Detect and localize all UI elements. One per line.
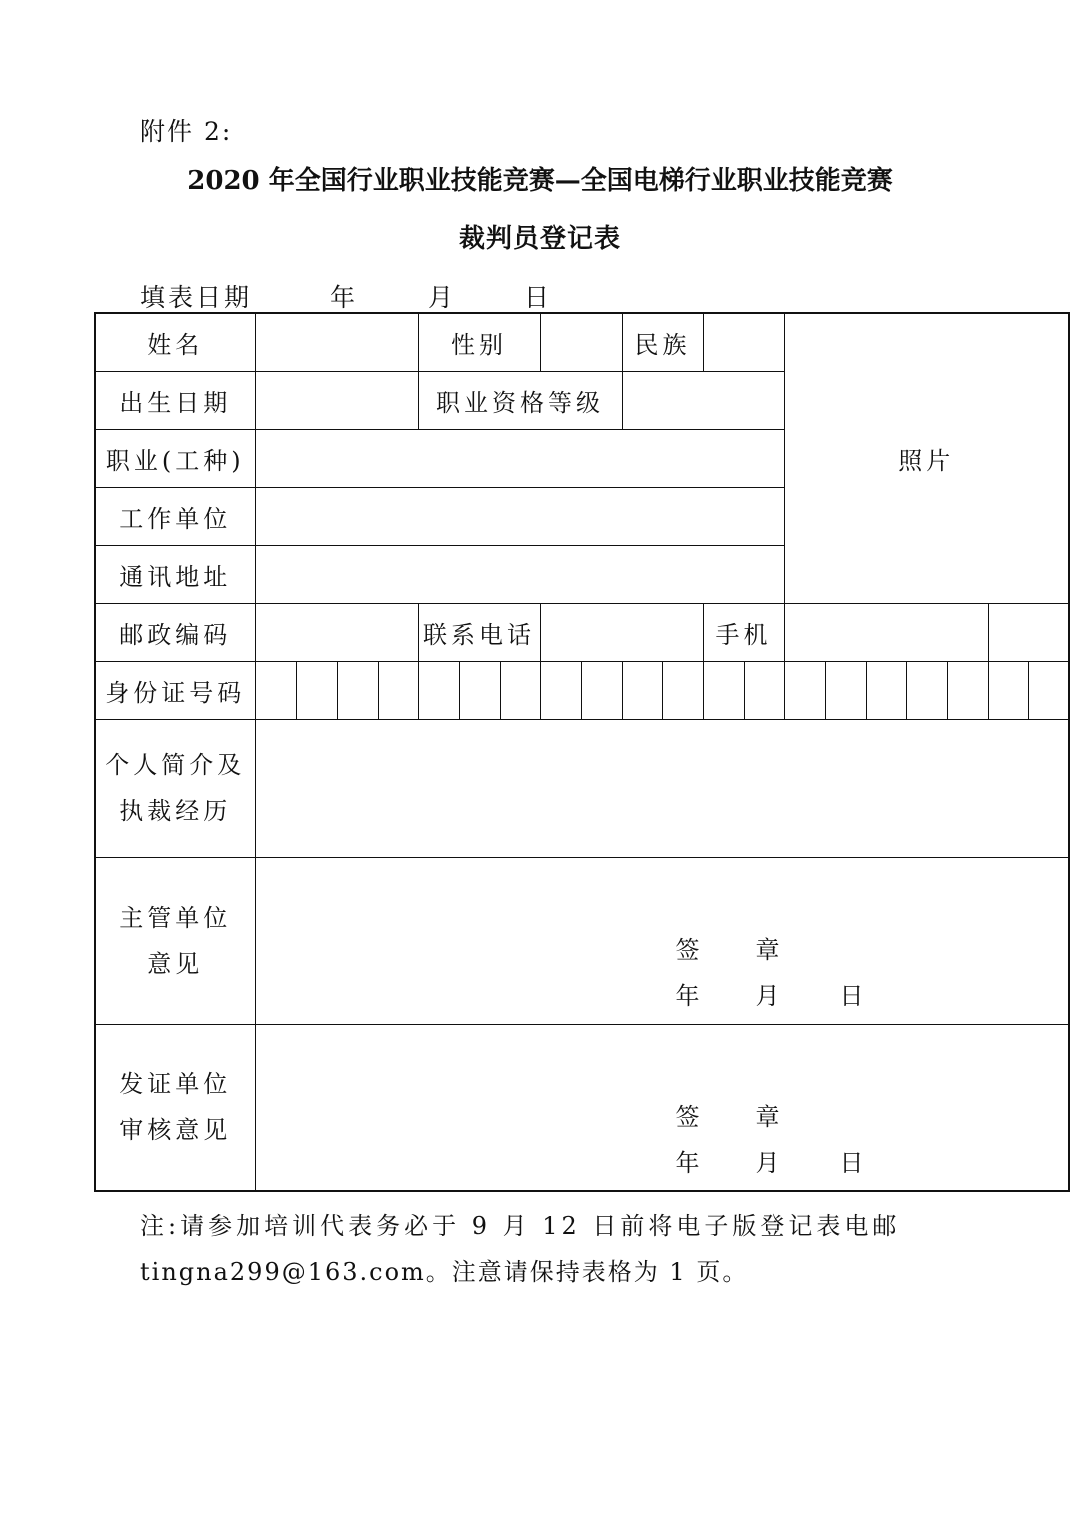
qualification-level-label: 职业资格等级	[418, 371, 622, 429]
photo-box[interactable]: 照片	[784, 313, 1069, 603]
occupation-field[interactable]	[255, 429, 784, 487]
mobile-field[interactable]	[784, 603, 988, 661]
stamp-label: 章	[755, 1102, 782, 1131]
id-digit-box[interactable]	[337, 661, 378, 719]
id-digit-box[interactable]	[1028, 661, 1069, 719]
supervisor-label-line1: 主管单位	[119, 903, 232, 932]
issuer-review-field[interactable]	[255, 1024, 1069, 1191]
id-digit-box[interactable]	[866, 661, 906, 719]
address-field[interactable]	[255, 545, 784, 603]
note-line-1: 注:请参加培训代表务必于 9 月 12 日前将电子版登记表电邮	[140, 1212, 901, 1240]
birth-date-field[interactable]	[255, 371, 418, 429]
contact-phone-field[interactable]	[540, 603, 703, 661]
supervisor-date-row	[676, 976, 866, 1011]
birth-date-label: 出生日期	[95, 371, 255, 429]
occupation-label: 职业(工种)	[95, 429, 255, 487]
id-digit-box[interactable]	[825, 661, 866, 719]
postal-code-field[interactable]	[255, 603, 418, 661]
id-digit-box[interactable]	[947, 661, 988, 719]
id-digit-box[interactable]	[500, 661, 540, 719]
id-digit-box[interactable]	[662, 661, 703, 719]
form-subtitle: 裁判员登记表	[458, 224, 621, 254]
day-label: 日	[839, 981, 866, 1010]
sign-label: 签	[675, 935, 702, 964]
issuer-sign-row	[676, 1097, 782, 1132]
mobile-label: 手机	[703, 603, 784, 661]
id-digit-box[interactable]	[540, 661, 581, 719]
id-digit-box[interactable]	[744, 661, 784, 719]
month-label: 月	[755, 1148, 782, 1177]
registration-form-table	[94, 312, 1070, 1192]
fill-date-month: 月	[428, 283, 457, 312]
supervisor-opinion-field[interactable]	[255, 857, 1069, 1024]
name-label: 姓名	[95, 313, 255, 371]
year-label: 年	[675, 1148, 702, 1177]
attachment-label: 附件 2:	[140, 117, 233, 146]
bio-label-line2: 执裁经历	[119, 797, 232, 825]
bio-label-line1: 个人简介及	[105, 751, 246, 779]
fill-date-year: 年	[330, 283, 359, 312]
ethnicity-field[interactable]	[703, 313, 784, 371]
issuer-review-label	[95, 1024, 255, 1191]
ethnicity-label: 民族	[622, 313, 703, 371]
id-digit-box[interactable]	[378, 661, 418, 719]
fill-date-day: 日	[524, 283, 553, 312]
id-digit-box[interactable]	[255, 661, 296, 719]
bio-label	[95, 719, 255, 857]
id-digit-box[interactable]	[459, 661, 500, 719]
employer-field[interactable]	[255, 487, 784, 545]
id-digit-box[interactable]	[418, 661, 459, 719]
issuer-label-line2: 审核意见	[119, 1116, 232, 1145]
issuer-label-line1: 发证单位	[119, 1070, 232, 1099]
contact-phone-label: 联系电话	[418, 603, 540, 661]
bio-field[interactable]	[255, 719, 1069, 857]
id-digit-box[interactable]	[296, 661, 337, 719]
stamp-label: 章	[755, 935, 782, 964]
supervisor-opinion-label	[95, 857, 255, 1024]
id-digit-box[interactable]	[906, 661, 947, 719]
note-line-2: tingna299@163.com。注意请保持表格为 1 页。	[140, 1258, 749, 1286]
sign-label: 签	[675, 1102, 702, 1131]
id-digit-box[interactable]	[703, 661, 744, 719]
issuer-date-row	[676, 1143, 866, 1178]
id-number-label: 身份证号码	[95, 661, 255, 719]
id-digit-box[interactable]	[622, 661, 662, 719]
year-label: 年	[675, 981, 702, 1010]
supervisor-label-line2: 意见	[147, 949, 204, 978]
gender-label: 性别	[418, 313, 540, 371]
form-title: 2020 年全国行业职业技能竞赛—全国电梯行业职业技能竞赛	[187, 166, 893, 196]
id-digit-box[interactable]	[784, 661, 825, 719]
employer-label: 工作单位	[95, 487, 255, 545]
fill-date-label: 填表日期	[140, 283, 253, 312]
postal-code-label: 邮政编码	[95, 603, 255, 661]
id-digit-box[interactable]	[581, 661, 622, 719]
id-digit-box[interactable]	[988, 661, 1028, 719]
gender-field[interactable]	[540, 313, 622, 371]
address-label: 通讯地址	[95, 545, 255, 603]
name-field[interactable]	[255, 313, 418, 371]
month-label: 月	[755, 981, 782, 1010]
qualification-level-field[interactable]	[622, 371, 784, 429]
supervisor-sign-row	[676, 930, 782, 965]
day-label: 日	[839, 1148, 866, 1177]
